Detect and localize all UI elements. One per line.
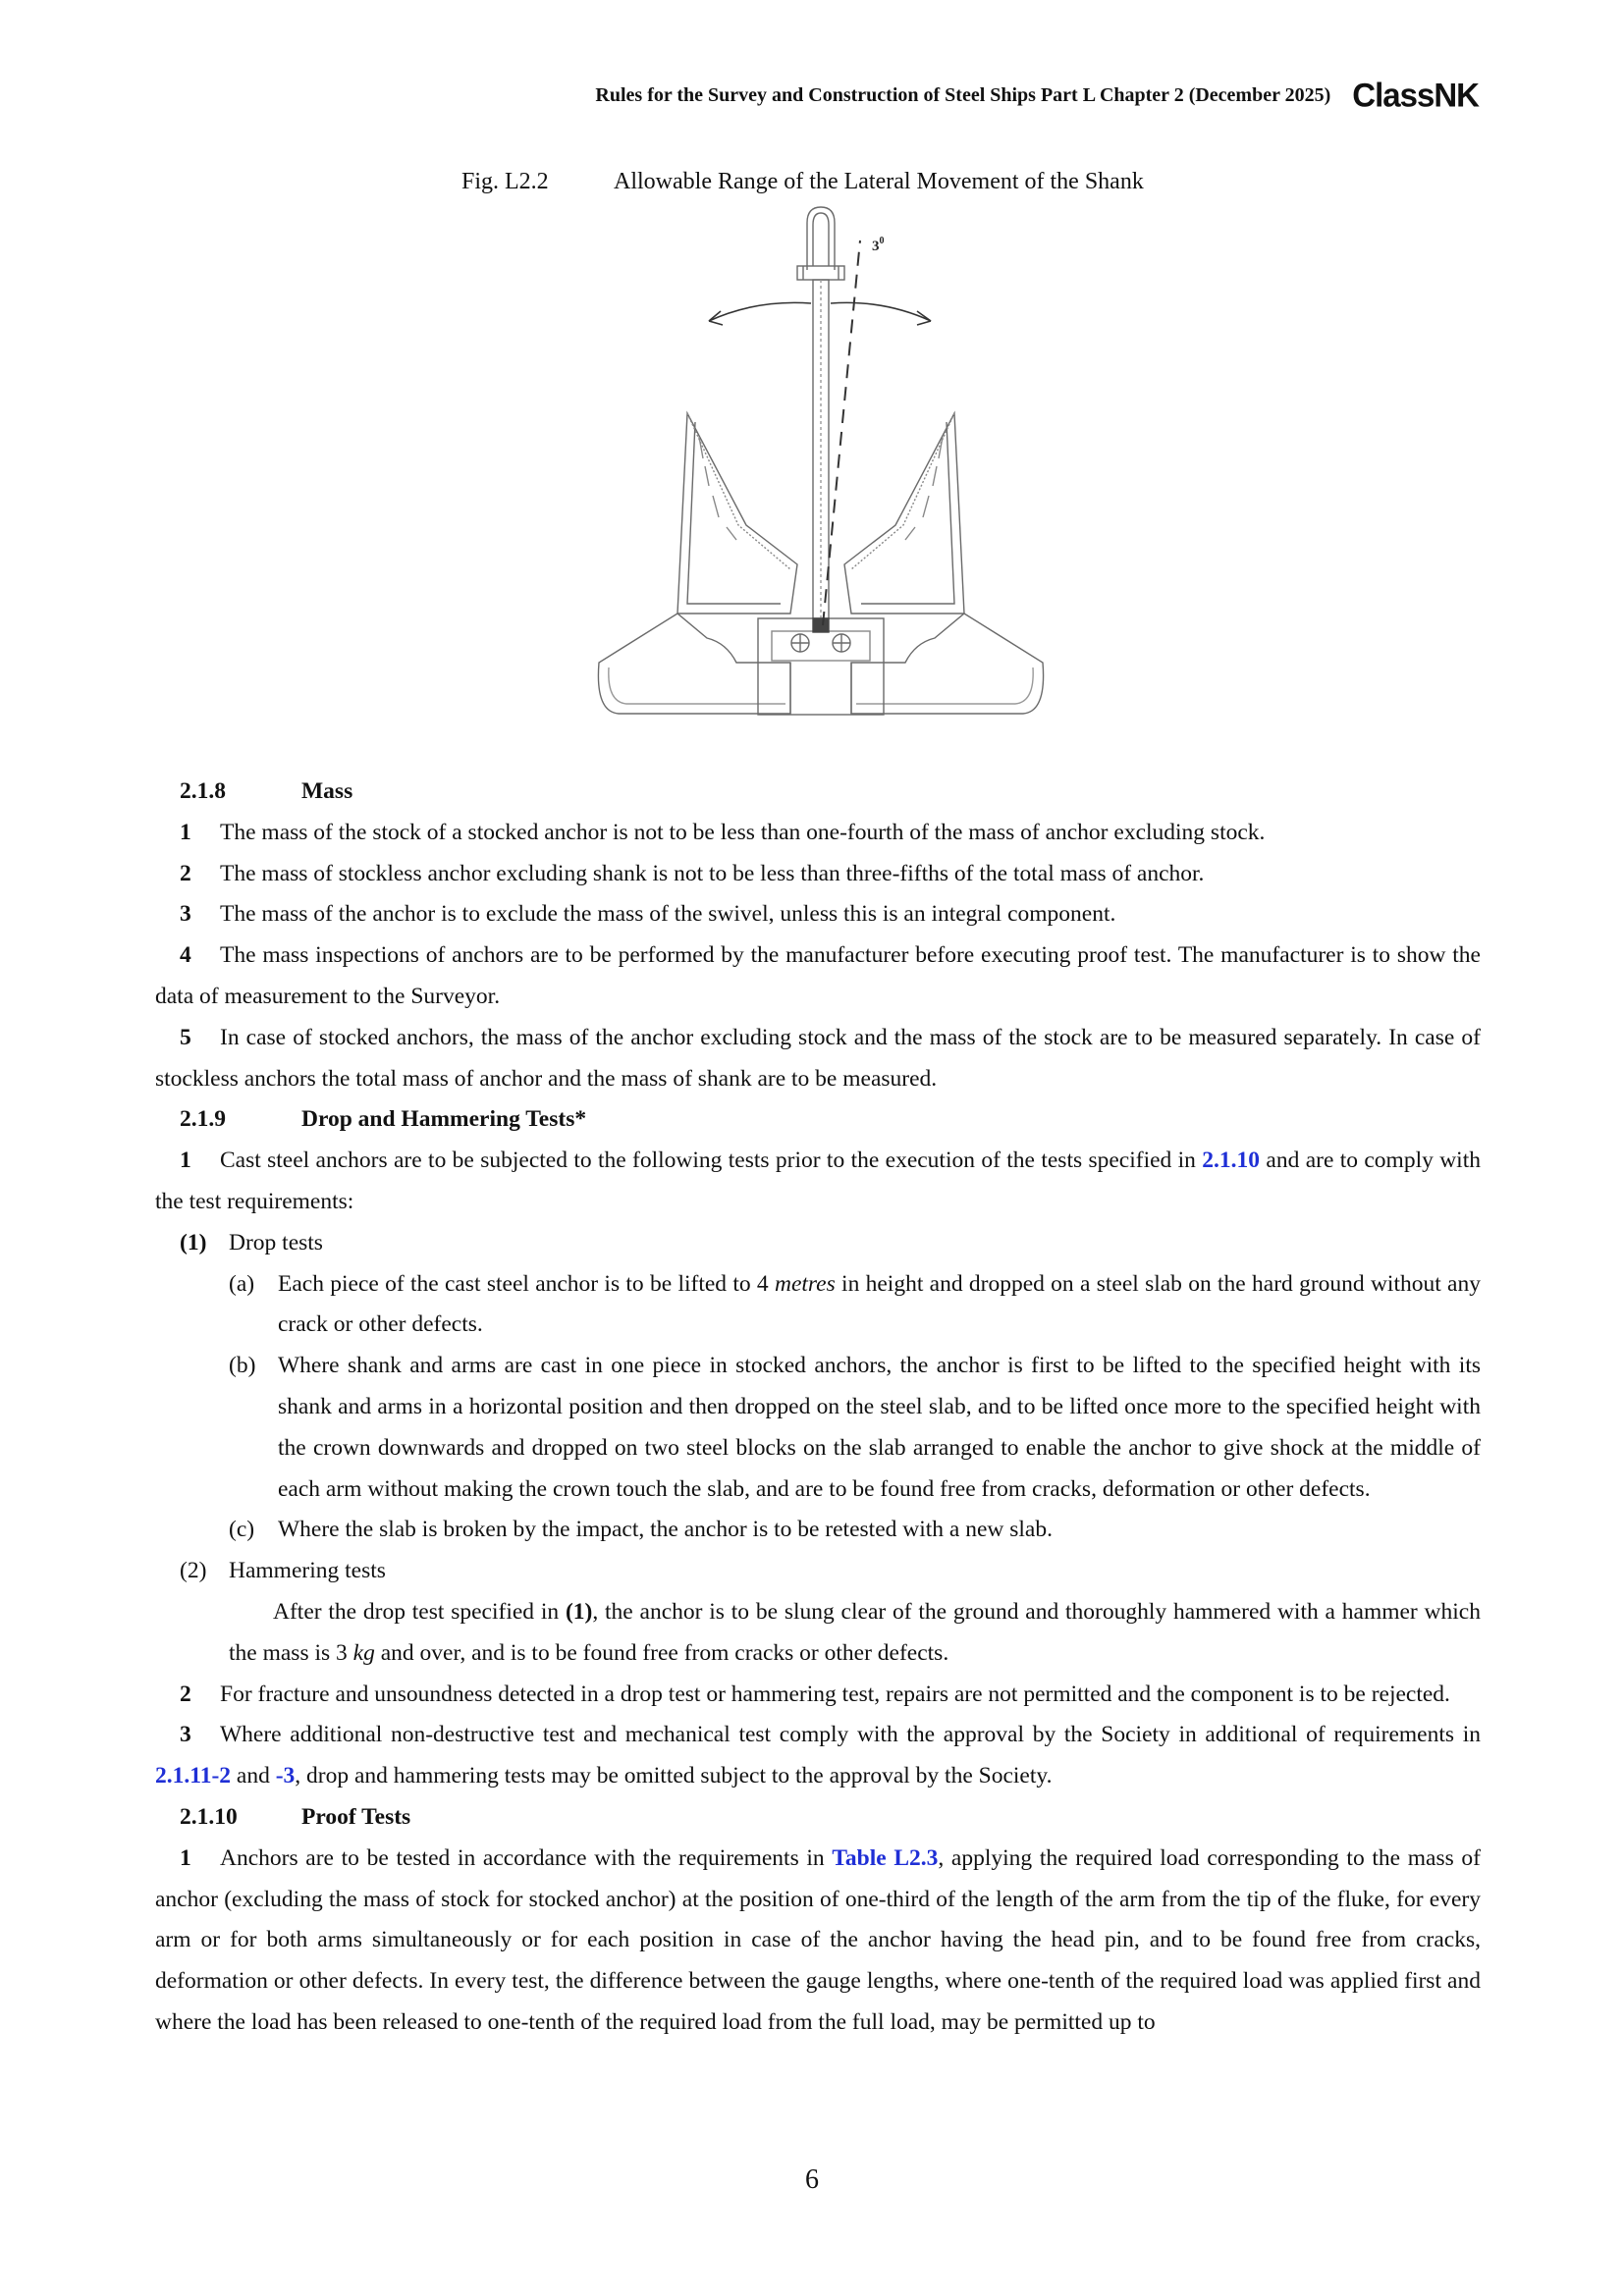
swing-arrow-left [709,302,811,321]
link-2-1-10[interactable]: 2.1.10 [1202,1148,1261,1174]
page-number: 6 [805,2164,819,2195]
subitem-b: (b) Where shank and arms are cast in one piece in stocked anchors, the anchor is first to be lifted to the specified height with its shank and arms in a horizontal position and then dropped on the steel slab, and to be lifted once more to the specified height with the crown downwards and dropped on two steel blocks on the slab arranged to enable the anchor to give shock at the middle of each arm without making the crown touch the slab, and are to be found free from cracks, deformation or other defects. [229,1353,1481,1502]
document-body [155,772,1481,2044]
paragraph-2-1-9-2: 2 For fracture and unsoundness detected in a drop test or hammering test, repairs are not permitted and the component is to be rejected. [180,1681,1450,1707]
section-2-1-9-heading: 2.1.9 Drop and Hammering Tests* [180,1106,587,1133]
header-title: Rules for the Survey and Construction of Steel Ships Part L Chapter 2 (December 2025) [595,83,1331,106]
anchor-right-fluke [844,413,964,614]
item-hammering-tests: (2) Hammering tests [180,1558,386,1584]
item-drop-tests: (1) Drop tests [180,1229,323,1255]
paragraph-2-1-8-1: 1 The mass of the stock of a stocked anchor is not to be less than one-fourth of the mass of anchor excluding stock. [180,819,1266,845]
figure-title: Allowable Range of the Lateral Movement of the Shank [614,169,1144,194]
anchor-crown-right [851,614,1044,714]
anchor-left-fluke [677,413,797,614]
anchor-shank [813,280,829,618]
anchor-head-box [758,618,884,715]
figure-caption [461,169,1144,195]
subitem-c: (c) Where the slab is broken by the impact, the anchor is to be retested with a new slab. [229,1517,1053,1543]
paragraph-2-1-9-1: 1 Cast steel anchors are to be subjected to the following tests prior to the execution of the tests specified in 2.1.10 and are to comply with the test requirements: [155,1148,1481,1214]
link-2-1-11-2[interactable]: 2.1.11-2 [155,1763,232,1789]
anchor-crown [598,614,790,714]
section-2-1-8-heading: 2.1.8 Mass [180,778,353,804]
paragraph-2-1-8-2: 2 The mass of stockless anchor excluding shank is not to be less than three-fifths of the total mass of anchor. [180,860,1205,886]
subitem-a: (a) Each piece of the cast steel anchor is to be lifted to 4 metres in height and dropped on a steel slab on the hard ground without any crack or other defects. [229,1270,1481,1338]
anchor-shackle-pin [797,266,844,280]
anchor-shackle [807,207,835,270]
paragraph-2-1-8-4: 4 The mass inspections of anchors are to be performed by the manufacturer before executing proof test. The manufacturer is to show the data of measurement to the Surveyor. [155,942,1481,1009]
paragraph-2-1-8-5: 5 In case of stocked anchors, the mass of the anchor excluding stock and the mass of the stock are to be measured separately. In case of stockless anchors the total mass of anchor and the mass of shank are to be measured. [155,1024,1481,1092]
link-3[interactable]: -3 [275,1763,296,1789]
hammering-tests-text: After the drop test specified in (1), the anchor is to be slung clear of the ground and thoroughly hammered with a hammer which the mass is 3 kg and over, and is to be found free from cracks or other defects. [229,1598,1481,1666]
link-table-l2-3[interactable]: Table L2.3 [832,1844,939,1871]
paragraph-2-1-10-1: 1 Anchors are to be tested in accordance with the requirements in Table L2.3, applying the required load corresponding to the mass of anchor (excluding the mass of stock for stocked anchor) at the position of one-third of the length of the arm from the tip of the fluke, for every arm or for both arms simultaneously or for each position in case of the anchor having the head pin, and to be found free from cracks, deformation or other defects. In every test, the difference between the gauge lengths, where one-tenth of the required load was applied first and where the load has been released to one-tenth of the required load from the full load, may be permitted up to [155,1844,1482,2035]
section-2-1-10-heading: 2.1.10 Proof Tests [180,1803,411,1830]
figure-number: Fig. L2.2 [461,169,549,194]
angle-label: $3^0$ [872,236,885,254]
paragraph-2-1-8-3: 3 The mass of the anchor is to exclude the mass of the swivel, unless this is an integral component. [180,901,1116,928]
classnk-logo: ClassNK [1352,76,1479,114]
swing-arrow-right [831,302,931,321]
paragraph-2-1-9-3: 3 Where additional non-destructive test and mechanical test comply with the approval by the Society in additional of requirements in 2.1.11-2 and -3, drop and hammering tests may be omitted subject to the approval by the Society. [155,1722,1481,1789]
page-header [595,77,1479,114]
anchor-figure [589,201,1060,731]
